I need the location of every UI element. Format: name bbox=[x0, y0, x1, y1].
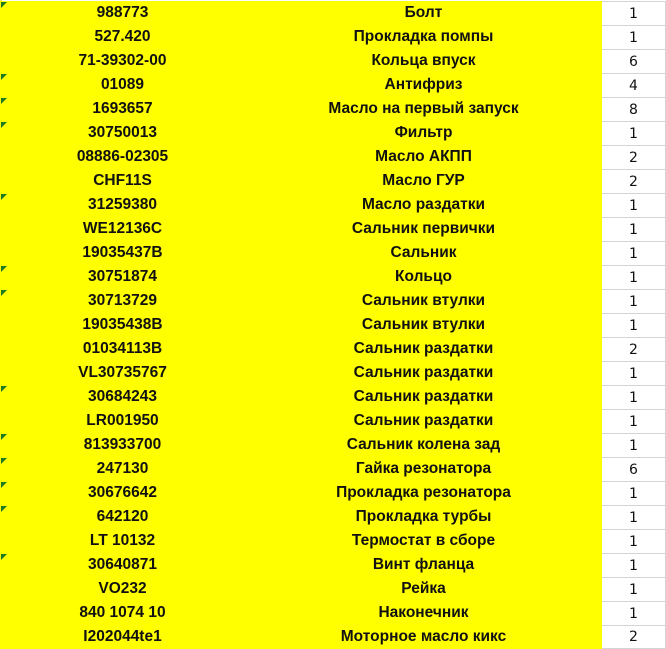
quantity-cell[interactable]: 6 bbox=[602, 49, 666, 73]
part-number-text: 19035438B bbox=[82, 316, 163, 333]
part-name-text: Масло раздатки bbox=[361, 196, 486, 213]
part-number-text: 1693657 bbox=[92, 100, 153, 117]
number-stored-as-text-indicator-icon[interactable] bbox=[1, 386, 7, 392]
part-name-text: Сальник раздатки bbox=[353, 364, 494, 381]
table-row bbox=[0, 433, 666, 457]
part-number-text: 30751874 bbox=[88, 268, 157, 285]
part-number-cell[interactable] bbox=[0, 529, 245, 553]
part-name-text: Рейка bbox=[401, 580, 446, 597]
part-name-cell[interactable] bbox=[245, 193, 602, 217]
part-number-cell[interactable] bbox=[0, 217, 245, 241]
part-number-cell[interactable] bbox=[0, 73, 245, 97]
part-number-text: VL30735767 bbox=[78, 364, 167, 381]
part-name-text: Сальник втулки bbox=[361, 292, 486, 309]
part-number-text: 19035437B bbox=[82, 244, 163, 261]
part-name-cell[interactable] bbox=[245, 577, 602, 601]
quantity-cell[interactable]: 1 bbox=[602, 553, 666, 577]
part-number-text: 30713729 bbox=[88, 292, 157, 309]
part-name-cell[interactable] bbox=[245, 433, 602, 457]
part-name-cell[interactable] bbox=[245, 505, 602, 529]
part-number-text: 30684243 bbox=[88, 388, 157, 405]
part-name-text: Прокладка резонатора bbox=[336, 484, 511, 501]
part-name-cell[interactable] bbox=[245, 313, 602, 337]
part-name-cell[interactable] bbox=[245, 25, 602, 49]
part-number-cell[interactable] bbox=[0, 1, 245, 25]
number-stored-as-text-indicator-icon[interactable] bbox=[1, 74, 7, 80]
part-number-cell[interactable] bbox=[0, 361, 245, 385]
table-row bbox=[0, 49, 666, 73]
table-row bbox=[0, 25, 666, 49]
quantity-cell[interactable]: 2 bbox=[602, 169, 666, 193]
part-name-text: Фильтр bbox=[394, 124, 453, 141]
table-row bbox=[0, 457, 666, 481]
part-number-cell[interactable] bbox=[0, 169, 245, 193]
part-number-text: 30750013 bbox=[88, 124, 157, 141]
part-number-text: 08886-02305 bbox=[76, 148, 169, 165]
table-row bbox=[0, 241, 666, 265]
table-row bbox=[0, 169, 666, 193]
number-stored-as-text-indicator-icon[interactable] bbox=[1, 194, 7, 200]
part-name-text: Сальник раздатки bbox=[353, 412, 494, 429]
part-name-text: Масло ГУР bbox=[382, 172, 465, 189]
part-name-text: Сальник раздатки bbox=[353, 388, 494, 405]
quantity-cell[interactable]: 6 bbox=[602, 457, 666, 481]
part-name-cell[interactable] bbox=[245, 145, 602, 169]
table-row bbox=[0, 553, 666, 577]
part-name-cell[interactable] bbox=[245, 529, 602, 553]
part-name-cell[interactable] bbox=[245, 337, 602, 361]
quantity-cell[interactable]: 1 bbox=[602, 433, 666, 457]
table-row bbox=[0, 145, 666, 169]
part-number-cell[interactable] bbox=[0, 433, 245, 457]
part-name-cell[interactable] bbox=[245, 409, 602, 433]
part-number-text: WE12136C bbox=[82, 220, 163, 237]
part-name-cell[interactable] bbox=[245, 457, 602, 481]
table-row bbox=[0, 385, 666, 409]
part-number-cell[interactable] bbox=[0, 553, 245, 577]
part-name-text: Кольца впуск bbox=[371, 52, 476, 69]
part-name-text: Термостат в сборе bbox=[351, 532, 496, 549]
part-number-cell[interactable] bbox=[0, 49, 245, 73]
quantity-cell[interactable]: 8 bbox=[602, 97, 666, 121]
part-number-cell[interactable] bbox=[0, 265, 245, 289]
part-name-cell[interactable] bbox=[245, 601, 602, 625]
quantity-cell[interactable]: 2 bbox=[602, 145, 666, 169]
quantity-cell[interactable]: 1 bbox=[602, 409, 666, 433]
part-number-cell[interactable] bbox=[0, 193, 245, 217]
table-row bbox=[0, 313, 666, 337]
part-name-cell[interactable] bbox=[245, 97, 602, 121]
quantity-cell[interactable]: 2 bbox=[602, 625, 666, 649]
part-name-text: Винт фланца bbox=[372, 556, 475, 573]
part-name-text: Прокладка помпы bbox=[353, 28, 494, 45]
part-name-text: Антифриз bbox=[384, 76, 463, 93]
quantity-cell[interactable]: 1 bbox=[602, 385, 666, 409]
part-number-text: 642120 bbox=[96, 508, 149, 525]
number-stored-as-text-indicator-icon[interactable] bbox=[1, 266, 7, 272]
quantity-cell[interactable]: 1 bbox=[602, 529, 666, 553]
part-name-text: Наконечник bbox=[378, 604, 469, 621]
part-number-text: LR001950 bbox=[86, 412, 159, 429]
quantity-cell[interactable]: 1 bbox=[602, 481, 666, 505]
part-number-text: 30676642 bbox=[88, 484, 157, 501]
table-row bbox=[0, 265, 666, 289]
part-name-text: Гайка резонатора bbox=[355, 460, 492, 477]
number-stored-as-text-indicator-icon[interactable] bbox=[1, 290, 7, 296]
part-number-text: CHF11S bbox=[93, 172, 152, 189]
table-row bbox=[0, 289, 666, 313]
part-name-cell[interactable] bbox=[245, 121, 602, 145]
quantity-cell[interactable]: 1 bbox=[602, 601, 666, 625]
table-row bbox=[0, 1, 666, 25]
part-number-text: 31259380 bbox=[88, 196, 157, 213]
part-name-text: Сальник втулки bbox=[361, 316, 486, 333]
part-name-cell[interactable] bbox=[245, 385, 602, 409]
quantity-cell[interactable]: 2 bbox=[602, 337, 666, 361]
quantity-cell[interactable]: 1 bbox=[602, 361, 666, 385]
part-name-text: Сальник раздатки bbox=[353, 340, 494, 357]
part-number-text: 01089 bbox=[100, 76, 145, 93]
part-number-cell[interactable] bbox=[0, 625, 245, 649]
part-name-cell[interactable] bbox=[245, 169, 602, 193]
table-row bbox=[0, 529, 666, 553]
part-number-cell[interactable] bbox=[0, 121, 245, 145]
number-stored-as-text-indicator-icon[interactable] bbox=[1, 434, 7, 440]
part-number-text: 247130 bbox=[96, 460, 149, 477]
part-number-text: 01034113B bbox=[82, 340, 163, 357]
table-row bbox=[0, 193, 666, 217]
part-name-text: Масло на первый запуск bbox=[328, 100, 519, 117]
quantity-cell[interactable]: 1 bbox=[602, 289, 666, 313]
part-name-cell[interactable] bbox=[245, 289, 602, 313]
part-name-text: Моторное масло кикс bbox=[340, 628, 507, 645]
part-name-cell[interactable] bbox=[245, 73, 602, 97]
table-row bbox=[0, 337, 666, 361]
part-name-cell[interactable] bbox=[245, 49, 602, 73]
table-row bbox=[0, 505, 666, 529]
part-number-cell[interactable] bbox=[0, 337, 245, 361]
part-number-text: 527.420 bbox=[94, 28, 151, 45]
part-number-text: I202044te1 bbox=[83, 628, 162, 645]
part-number-cell[interactable] bbox=[0, 97, 245, 121]
part-name-text: Кольцо bbox=[395, 268, 452, 285]
quantity-cell[interactable]: 1 bbox=[602, 121, 666, 145]
part-name-cell[interactable] bbox=[245, 625, 602, 649]
quantity-cell[interactable]: 4 bbox=[602, 73, 666, 97]
part-name-text: Сальник первички bbox=[351, 220, 496, 237]
part-number-cell[interactable] bbox=[0, 313, 245, 337]
table-row bbox=[0, 121, 666, 145]
part-name-cell[interactable] bbox=[245, 361, 602, 385]
part-name-text: Прокладка турбы bbox=[355, 508, 492, 525]
part-number-cell[interactable] bbox=[0, 145, 245, 169]
part-number-cell[interactable] bbox=[0, 577, 245, 601]
part-name-cell[interactable] bbox=[245, 217, 602, 241]
table-row bbox=[0, 409, 666, 433]
part-number-text: 71-39302-00 bbox=[78, 52, 167, 69]
part-number-cell[interactable] bbox=[0, 481, 245, 505]
part-number-text: 813933700 bbox=[83, 436, 162, 453]
part-name-cell[interactable] bbox=[245, 241, 602, 265]
table-row bbox=[0, 625, 666, 649]
table-row bbox=[0, 481, 666, 505]
part-number-cell[interactable] bbox=[0, 601, 245, 625]
part-number-cell[interactable] bbox=[0, 385, 245, 409]
part-name-text: Сальник bbox=[390, 244, 457, 261]
number-stored-as-text-indicator-icon[interactable] bbox=[1, 506, 7, 512]
part-name-cell[interactable] bbox=[245, 553, 602, 577]
number-stored-as-text-indicator-icon[interactable] bbox=[1, 122, 7, 128]
number-stored-as-text-indicator-icon[interactable] bbox=[1, 2, 7, 8]
quantity-cell[interactable]: 1 bbox=[602, 217, 666, 241]
table-row bbox=[0, 97, 666, 121]
part-name-cell[interactable] bbox=[245, 265, 602, 289]
part-number-text: LT 10132 bbox=[89, 532, 156, 549]
part-number-cell[interactable] bbox=[0, 289, 245, 313]
part-number-text: 840 1074 10 bbox=[79, 604, 166, 621]
table-row bbox=[0, 73, 666, 97]
part-name-cell[interactable] bbox=[245, 1, 602, 25]
part-number-cell[interactable] bbox=[0, 241, 245, 265]
quantity-cell[interactable]: 1 bbox=[602, 25, 666, 49]
quantity-cell[interactable]: 1 bbox=[602, 193, 666, 217]
table-row bbox=[0, 361, 666, 385]
part-name-text: Сальник колена зад bbox=[346, 436, 501, 453]
number-stored-as-text-indicator-icon[interactable] bbox=[1, 458, 7, 464]
table-row bbox=[0, 217, 666, 241]
number-stored-as-text-indicator-icon[interactable] bbox=[1, 554, 7, 560]
part-number-cell[interactable] bbox=[0, 409, 245, 433]
quantity-cell[interactable]: 1 bbox=[602, 577, 666, 601]
part-name-text: Масло АКПП bbox=[375, 148, 472, 165]
part-number-cell[interactable] bbox=[0, 25, 245, 49]
table-row bbox=[0, 601, 666, 625]
number-stored-as-text-indicator-icon[interactable] bbox=[1, 482, 7, 488]
quantity-cell[interactable]: 1 bbox=[602, 1, 666, 25]
quantity-cell[interactable]: 1 bbox=[602, 241, 666, 265]
number-stored-as-text-indicator-icon[interactable] bbox=[1, 98, 7, 104]
quantity-cell[interactable]: 1 bbox=[602, 265, 666, 289]
part-number-cell[interactable] bbox=[0, 457, 245, 481]
part-number-text: VO232 bbox=[98, 580, 147, 597]
table-row bbox=[0, 577, 666, 601]
part-number-text: 988773 bbox=[96, 4, 149, 21]
quantity-cell[interactable]: 1 bbox=[602, 505, 666, 529]
part-name-text: Болт bbox=[404, 4, 443, 21]
part-name-cell[interactable] bbox=[245, 481, 602, 505]
part-number-text: 30640871 bbox=[88, 556, 157, 573]
part-number-cell[interactable] bbox=[0, 505, 245, 529]
quantity-cell[interactable]: 1 bbox=[602, 313, 666, 337]
